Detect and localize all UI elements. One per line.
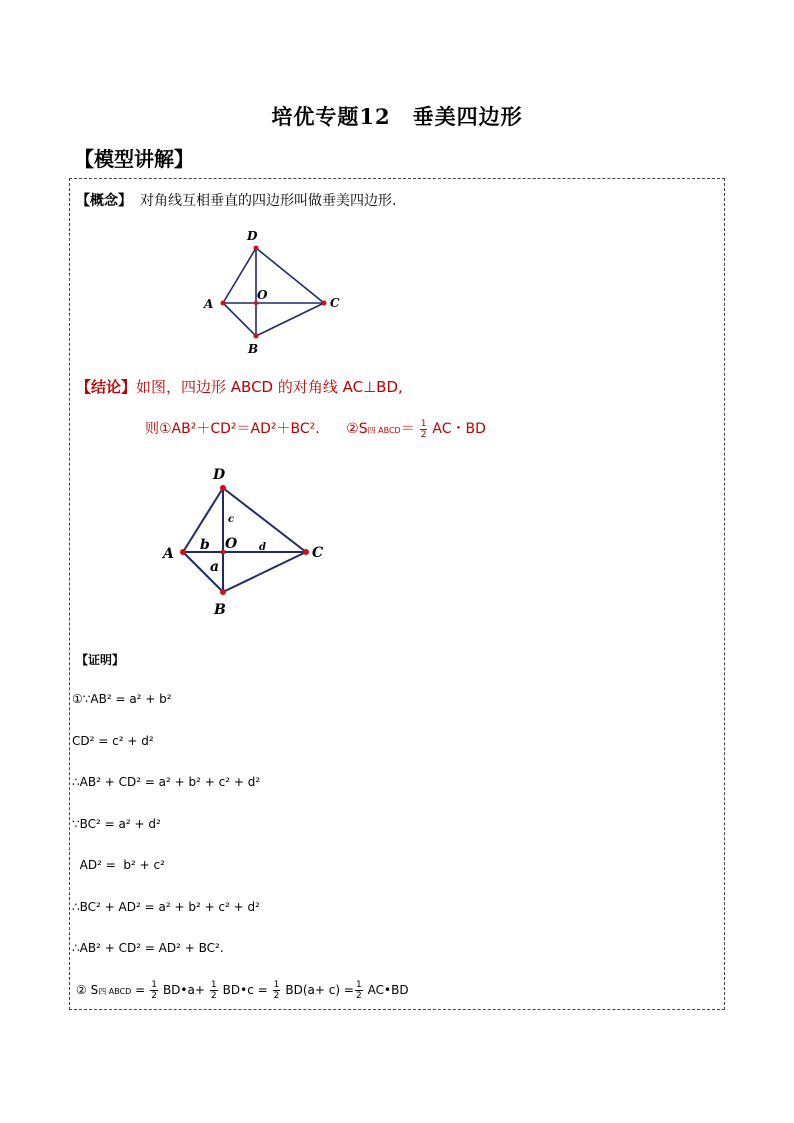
label-O: O <box>225 536 238 552</box>
label-O: O <box>257 288 268 302</box>
proof-line-5: AD² = b² + c² <box>72 858 165 872</box>
conclusion-label: 【结论】 <box>76 378 137 396</box>
area-symbol: ② S <box>76 983 99 997</box>
label-D: D <box>213 467 226 483</box>
concept-paragraph <box>76 190 396 210</box>
label-B: B <box>248 342 259 356</box>
conclusion-text: 如图，四边形 ABCD 的对角线 AC⊥BD, <box>136 378 403 396</box>
label-A: A <box>163 546 174 562</box>
label-C: C <box>330 296 340 310</box>
conclusion-paragraph <box>76 376 403 397</box>
proof-line-1: ①∵AB² = a² + b² <box>72 692 172 706</box>
fraction-1: $\frac{1}{2}$ <box>151 980 157 1001</box>
formula-2-prefix: ②S <box>346 421 368 437</box>
label-b: b <box>200 537 210 553</box>
label-c: c <box>228 514 235 525</box>
term-1: BD•a+ <box>162 983 205 997</box>
formula-1: 则①AB²＋CD²＝AD²＋BC². <box>145 421 320 437</box>
label-d: d <box>259 542 266 553</box>
label-C: C <box>312 545 324 561</box>
term-3: BD(a+ c) = <box>285 983 354 997</box>
label-A: A <box>204 297 214 311</box>
proof-line-4: ∵BC² = a² + d² <box>72 817 161 831</box>
label-a: a <box>210 559 220 575</box>
eq-1: = <box>135 983 146 997</box>
proof-heading: 【证明】 <box>76 653 125 667</box>
proof-line-3: ∴AB² + CD² = a² + b² + c² + d² <box>72 775 261 789</box>
formula-2-fraction: $\frac{1}{2}$ <box>420 418 427 440</box>
label-D: D <box>247 229 258 243</box>
fraction-3: $\frac{1}{2}$ <box>273 980 280 1001</box>
proof-line-7: ∴AB² + CD² = AD² + BC². <box>72 941 224 955</box>
diagram-quadrilateral-1 <box>190 222 360 362</box>
fraction-4: $\frac{1}{2}$ <box>355 980 362 1001</box>
concept-label: 【概念】 <box>76 193 132 209</box>
term-2: BD•c = <box>222 983 268 997</box>
diagram-quadrilateral-2 <box>155 460 345 620</box>
proof-line-6: ∴BC² + AD² = a² + b² + c² + d² <box>72 900 260 914</box>
fraction-2: $\frac{1}{2}$ <box>210 980 217 1001</box>
formula-2-suffix: AC・BD <box>432 421 486 437</box>
concept-text: 对角线互相垂直的四边形叫做垂美四边形. <box>140 193 397 209</box>
formula-2-eq: ＝ <box>400 421 415 437</box>
area-sub: 四 ABCD <box>98 987 132 996</box>
proof-line-2: CD² = c² + d² <box>72 734 154 748</box>
page-title: 培优专题12 垂美四边形 <box>271 104 523 129</box>
conclusion-formula <box>145 418 486 440</box>
formula-2-sub: 四 ABCD <box>367 426 401 435</box>
section-heading: 【模型讲解】 <box>74 147 194 171</box>
label-B: B <box>214 602 226 618</box>
proof-line-8 <box>76 980 409 1001</box>
term-4: AC•BD <box>367 983 409 997</box>
